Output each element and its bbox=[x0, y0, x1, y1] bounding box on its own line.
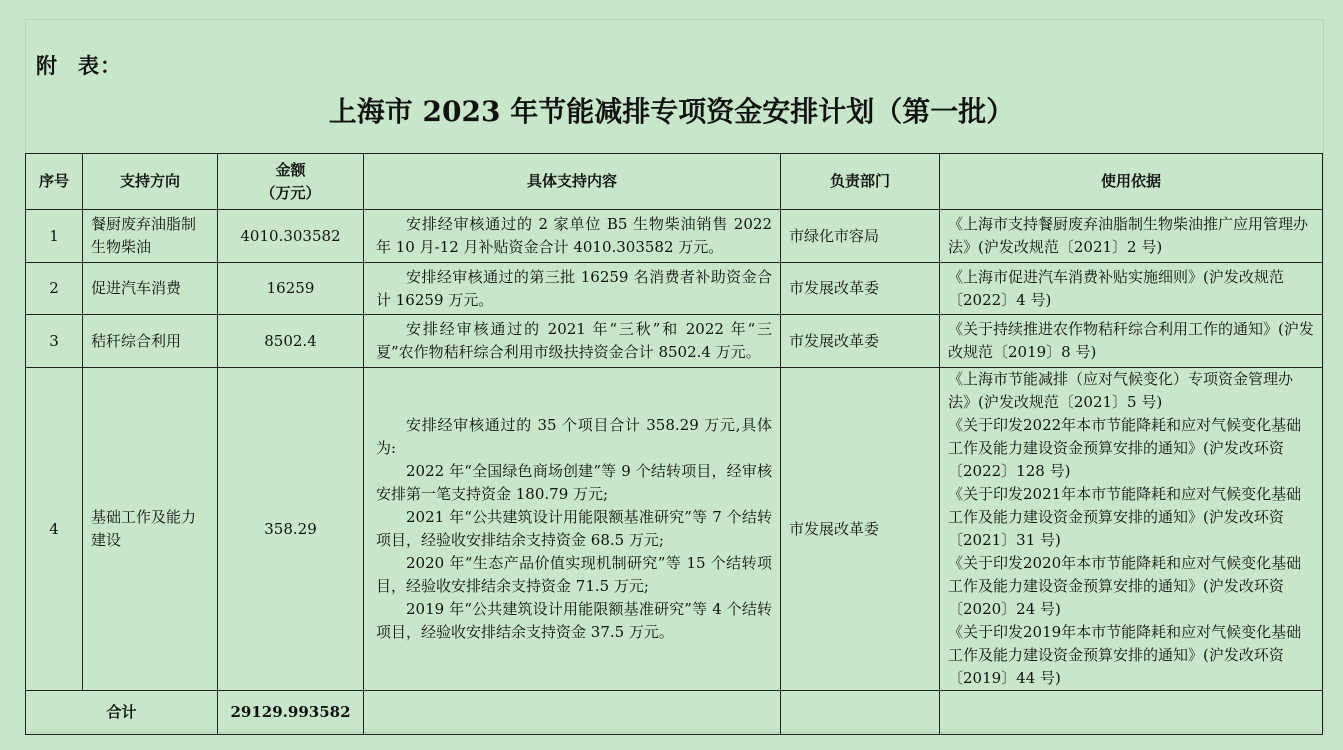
header-dept: 负责部门 bbox=[781, 154, 940, 210]
row-no: 1 bbox=[26, 210, 83, 263]
row-amount: 16259 bbox=[218, 263, 364, 315]
row-content: 安排经审核通过的 2 家单位 B5 生物柴油销售 2022 年 10 月-12 月补贴资金合计 4010.303582 万元。 bbox=[364, 210, 781, 263]
row-direction: 促进汽车消费 bbox=[83, 263, 218, 315]
header-content: 具体支持内容 bbox=[364, 154, 781, 210]
total-empty-dept bbox=[781, 691, 940, 735]
row-content: 安排经审核通过的 2021 年“三秋”和 2022 年“三夏”农作物秸秆综合利用市级扶持资金合计 8502.4 万元。 bbox=[364, 315, 781, 368]
total-label: 合计 bbox=[26, 691, 218, 735]
table-row bbox=[26, 315, 1323, 368]
appendix-label: 附 表： bbox=[36, 53, 122, 78]
page-title: 上海市 2023 年节能减排专项资金安排计划（第一批） bbox=[328, 95, 1015, 128]
table-row bbox=[26, 263, 1323, 315]
row-basis: 《上海市支持餐厨废弃油脂制生物柴油推广应用管理办法》(沪发改规范〔2021〕2 号) bbox=[940, 210, 1323, 263]
row-amount: 8502.4 bbox=[218, 315, 364, 368]
row-dept: 市发展改革委 bbox=[781, 368, 940, 691]
header-amount: 金额 （万元） bbox=[218, 154, 364, 210]
row-dept: 市绿化市容局 bbox=[781, 210, 940, 263]
table-row bbox=[26, 368, 1323, 691]
row-basis: 《上海市节能减排（应对气候变化）专项资金管理办法》(沪发改规范〔2021〕5 号) 《关于印发2022年本市节能降耗和应对气候变化基础工作及能力建设资金预算安排的通知》(沪发改环资〔2022〕128 号) 《关于印发2021年本市节能降耗和应对气候变化基础工作及能力建设资金预算安排的通知》(沪发改环资〔2021〕31 号) 《关于印发2020年本市节能降耗和应对气候变化基础工作及能力建设资金预算安排的通知》(沪发改环资〔2020〕24 号) 《关于印发2019年本市节能降耗和应对气候变化基础工作及能力建设资金预算安排的通知》(沪发改环资〔2019〕44 号) bbox=[940, 368, 1323, 691]
row-content: 安排经审核通过的 35 个项目合计 358.29 万元,具体为: 2022 年“全国绿色商场创建”等 9 个结转项目，经审核安排第一笔支持资金 180.79 万元; 2021 年“公共建筑设计用能限额基准研究”等 7 个结转项目，经验收安排结余支持资金 68.5 万元; 2020 年“生态产品价值实现机制研究”等 15 个结转项目，经验收安排结余支持资金 71.5 万元; 2019 年“公共建筑设计用能限额基准研究”等 4 个结转项目，经验收安排结余支持资金 37.5 万元。 bbox=[364, 368, 781, 691]
row-content: 安排经审核通过的第三批 16259 名消费者补助资金合计 16259 万元。 bbox=[364, 263, 781, 315]
row-dept: 市发展改革委 bbox=[781, 315, 940, 368]
row-no: 4 bbox=[26, 368, 83, 691]
table-row bbox=[26, 210, 1323, 263]
row-basis: 《上海市促进汽车消费补贴实施细则》(沪发改规范〔2022〕4 号) bbox=[940, 263, 1323, 315]
funding-plan-table bbox=[25, 153, 1323, 735]
row-amount: 4010.303582 bbox=[218, 210, 364, 263]
row-direction: 餐厨废弃油脂制生物柴油 bbox=[83, 210, 218, 263]
row-amount: 358.29 bbox=[218, 368, 364, 691]
row-dept: 市发展改革委 bbox=[781, 263, 940, 315]
table-total-row bbox=[26, 691, 1323, 735]
header-no: 序号 bbox=[26, 154, 83, 210]
row-direction: 秸秆综合利用 bbox=[83, 315, 218, 368]
row-no: 2 bbox=[26, 263, 83, 315]
total-empty-basis bbox=[940, 691, 1323, 735]
row-no: 3 bbox=[26, 315, 83, 368]
header-direction: 支持方向 bbox=[83, 154, 218, 210]
total-amount: 29129.993582 bbox=[218, 691, 364, 735]
header-basis: 使用依据 bbox=[940, 154, 1323, 210]
total-empty-content bbox=[364, 691, 781, 735]
row-direction: 基础工作及能力建设 bbox=[83, 368, 218, 691]
row-basis: 《关于持续推进农作物秸秆综合利用工作的通知》(沪发改规范〔2019〕8 号) bbox=[940, 315, 1323, 368]
table-header-row bbox=[26, 154, 1323, 210]
